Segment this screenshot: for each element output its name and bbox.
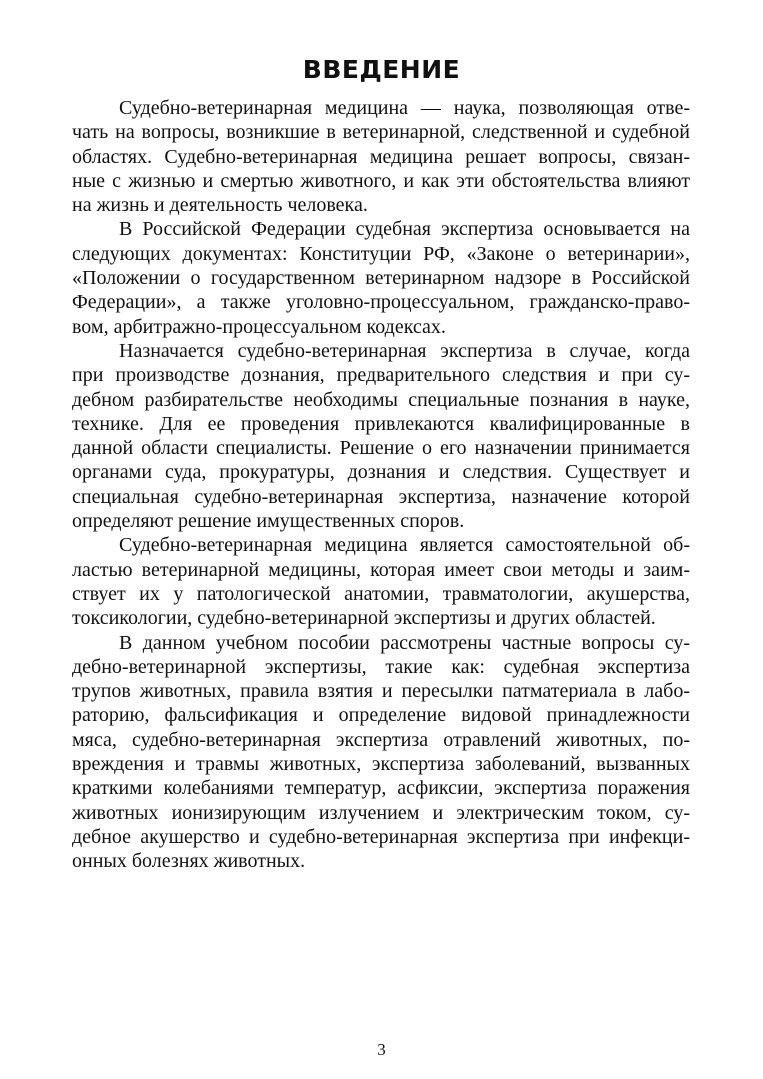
text-line: при производстве дознания, предварительного следствия и при су- xyxy=(72,364,690,387)
text-line: раторию, фальсификация и определение видовой принадлежности xyxy=(72,704,690,727)
text-line: дебном разбирательстве необходимы специальные познания в науке, xyxy=(72,388,690,411)
text-line: дебное акушерство и судебно-ветеринарная экспертиза при инфекци- xyxy=(72,825,690,848)
text-line: Федерации», а также уголовно-процессуальном, гражданско-право- xyxy=(72,291,690,314)
text-line: В данном учебном пособии рассмотрены частные вопросы су- xyxy=(119,631,690,654)
text-line: В Российской Федерации судебная экспертиза основывается на xyxy=(119,218,690,241)
text-line: следующих документах: Конституции РФ, «Законе о ветеринарии», xyxy=(72,242,690,265)
text-line: трупов животных, правила взятия и пересылки патматериала в лабо- xyxy=(72,680,690,703)
paragraph-2 xyxy=(72,217,690,338)
text-line: животных ионизирующим излучением и электрическим током, су- xyxy=(72,801,690,824)
text-line: Судебно-ветеринарная медицина является самостоятельной об- xyxy=(119,534,690,557)
text-line: чать на вопросы, возникшие в ветеринарной, следственной и судебной xyxy=(72,121,690,144)
page-number: 3 xyxy=(377,1040,386,1059)
text-line: определяют решение имущественных споров. xyxy=(72,510,465,533)
paragraph-5 xyxy=(72,631,690,874)
text-line: токсикологии, судебно-ветеринарной экспертизы и других областей. xyxy=(72,607,656,630)
text-line: органами суда, прокуратуры, дознания и следствия. Существует и xyxy=(72,461,690,484)
text-line: данной области специалисты. Решение о его назначении принимается xyxy=(72,437,690,460)
text-line: онных болезнях животных. xyxy=(72,850,306,873)
text-line: мяса, судебно-ветеринарная экспертиза отравлений животных, по- xyxy=(72,728,690,751)
text-line: ластью ветеринарной медицины, которая имеет свои методы и заим- xyxy=(72,558,690,581)
text-line: краткими колебаниями температур, асфиксии, экспертиза поражения xyxy=(72,777,690,800)
text-line: вреждения и травмы животных, экспертиза заболеваний, вызванных xyxy=(72,753,690,776)
paragraph-4 xyxy=(72,533,690,630)
body-text xyxy=(72,96,690,874)
text-line: дебно-ветеринарной экспертизы, такие как: судебная экспертиза xyxy=(72,655,690,678)
text-line: Судебно-ветеринарная медицина — наука, позволяющая отве- xyxy=(119,97,690,119)
text-line: «Положении о государственном ветеринарном надзоре в Российской xyxy=(72,267,690,290)
paragraph-1 xyxy=(72,96,690,217)
text-line: вом, арбитражно-процессуальном кодексах. xyxy=(72,315,446,338)
text-line: Назначается судебно-ветеринарная экспертиза в случае, когда xyxy=(119,339,690,362)
page-title: ВВЕДЕНИЕ xyxy=(302,55,461,84)
text-line: областях. Судебно-ветеринарная медицина решает вопросы, связан- xyxy=(72,145,690,168)
paragraph-3 xyxy=(72,339,690,533)
text-line: технике. Для ее проведения привлекаются квалифицированные в xyxy=(72,412,690,435)
text-line: на жизнь и деятельность человека. xyxy=(72,194,368,217)
text-line: специальная судебно-ветеринарная экспертиза, назначение которой xyxy=(72,485,690,508)
text-line: ствует их у патологической анатомии, травматологии, акушерства, xyxy=(72,582,690,605)
text-line: ные с жизнью и смертью животного, и как эти обстоятельства влияют xyxy=(72,169,690,192)
